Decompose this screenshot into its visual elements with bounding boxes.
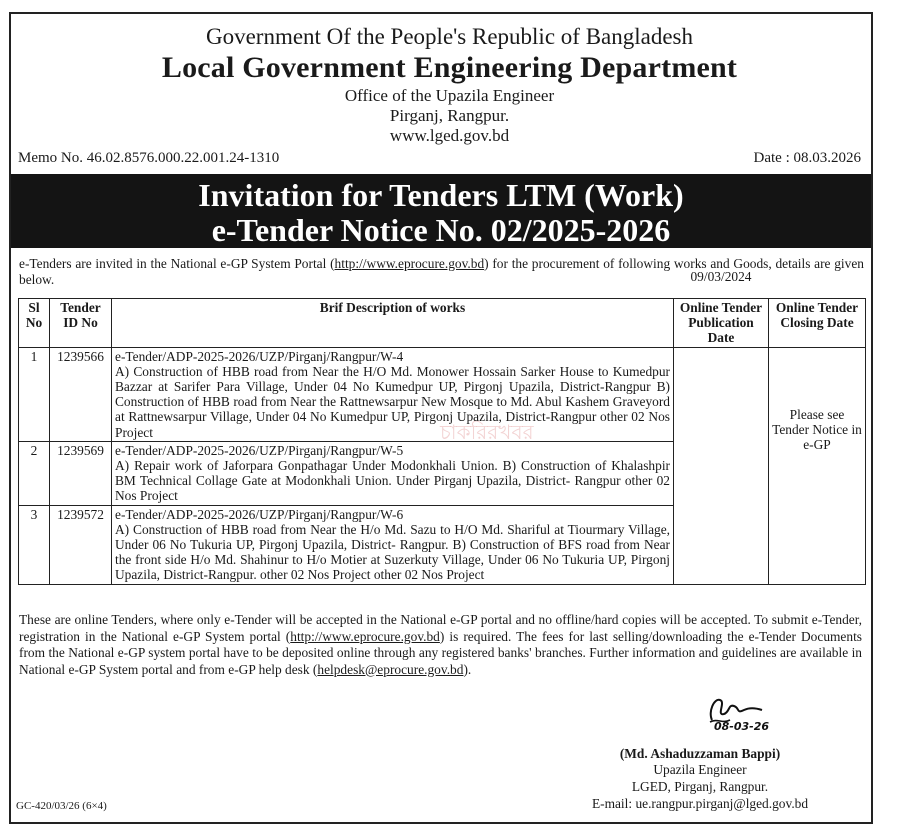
signer-designation: Upazila Engineer: [653, 762, 747, 777]
eprocure-link-2[interactable]: http://www.eprocure.gov.bd: [290, 628, 440, 644]
terms-text-3: ).: [463, 661, 472, 677]
row-tender-id: 1239572: [50, 505, 112, 584]
header-closing-date: Online Tender Closing Date: [769, 299, 866, 348]
gc-code: GC-420/03/26 (6×4): [16, 800, 107, 812]
row-sl: 3: [19, 505, 50, 584]
row-tender-id: 1239566: [50, 347, 112, 441]
closing-date-text: Please see Tender Notice in e-GP: [772, 406, 862, 453]
office-location: Pirganj, Rangpur.: [389, 106, 510, 125]
table-header-row: [19, 299, 866, 348]
row-detail: A) Construction of HBB road from Near the H/o Md. Sazu to H/O Md. Shariful at Tiourmary Village, Under 06 No Tukuria UP, Pirgonj Upazila, District- Rangpur. B) Construction of BFS road from Near the front side H/o Md. Shahinur to H/o Motier at Suzerkuty Village, Under 06 No Tukuria UP, Pirgonj Upazila, District-Rangpur. other 02 Nos Project other 02 Nos Project: [115, 521, 670, 583]
signer-name: (Md. Ashaduzzaman Bappi): [619, 746, 781, 761]
intro-text-pre: e-Tenders are invited in the National e-GP System Portal (: [19, 256, 335, 271]
header-description: Brif Description of works: [112, 299, 674, 348]
row-reference: e-Tender/ADP-2025-2026/UZP/Pirganj/Rangpur/W-4: [115, 348, 404, 364]
row-description: [112, 505, 674, 584]
office-name: Office of the Upazila Engineer: [344, 86, 555, 105]
banner-notice-number: e-Tender Notice No. 02/2025-2026: [211, 212, 671, 248]
row-description: [112, 347, 674, 441]
row-description: [112, 441, 674, 505]
row-tender-id: 1239569: [50, 441, 112, 505]
row-reference: e-Tender/ADP-2025-2026/UZP/Pirganj/Rangpur/W-6: [115, 506, 404, 522]
header-tender-id: Tender ID No: [50, 299, 112, 348]
closing-date-cell: [769, 347, 866, 584]
row-detail: A) Repair work of Jaforpara Gonpathagar Under Modonkhali Union. B) Construction of Khalashpir BM Technical Collage Gate at Modonkhali Union. Under Pirganj Upazila, District- Rangpur other 02 Nos Project: [115, 458, 670, 504]
terms-text-2: ) is required. The fees for last selling/downloading the e-Tender Documents from the National e-GP system portal have to be deposited online through any registered banks' branches. Further information and guidelines are available in National e-GP System portal and from e-GP help desk (: [19, 628, 863, 677]
watermark: চাকরিরখবর: [440, 420, 534, 444]
notice-banner: [11, 174, 871, 248]
website: www.lged.gov.bd: [389, 126, 510, 145]
memo-number: Memo No. 46.02.8576.000.22.001.24-1310: [18, 150, 280, 166]
department-title: Local Government Engineering Department: [161, 51, 738, 84]
row-sl: 1: [19, 347, 50, 441]
government-title: Government Of the People's Republic of Bangladesh: [205, 24, 694, 49]
signer-organization: LGED, Pirganj, Rangpur.: [631, 779, 769, 794]
publication-date: 09/03/2024: [690, 268, 752, 284]
signature-date: 08-03-26: [714, 720, 770, 732]
banner-title: Invitation for Tenders LTM (Work): [198, 177, 684, 213]
header-sl: Sl No: [19, 299, 50, 348]
terms-text-1: These are online Tenders, where only e-Tender will be accepted in the National e-GP portal and no offline/hard copies will be accepted. To submit e-Tender, registration in the National e-GP System portal (: [19, 612, 862, 644]
eprocure-link[interactable]: http://www.eprocure.gov.bd: [334, 256, 485, 271]
terms-paragraph: [19, 612, 862, 678]
intro-text-post: ) for the procurement of following works and Goods, details are given below.: [19, 256, 864, 287]
signer-email: E-mail: ue.rangpur.pirganj@lged.gov.bd: [591, 796, 809, 811]
row-detail: A) Construction of HBB road from Near the H/O Md. Monower Hossain Sarker House to Kumedpur Bazzar at Sarifer Para Village, Under 04 No Kumedpur UP, Pirgonj Upazila, District-Rangpur B) Construction of HBB road from Near the Rattnewsarpur New Mosque to Md. Abul Kashem Graveyord at Rattnewsarpur Village, Under 04 No Kumedpur UP, Pirgonj Upazila, District-Rangpur other 02 Nos Project: [115, 363, 670, 440]
signature-image: [700, 692, 790, 732]
row-reference: e-Tender/ADP-2025-2026/UZP/Pirganj/Rangpur/W-5: [115, 442, 404, 458]
table-row: [19, 347, 866, 441]
row-sl: 2: [19, 441, 50, 505]
helpdesk-email-link[interactable]: helpdesk@eprocure.gov.bd: [317, 661, 464, 677]
header-publication-date: Online Tender Publication Date: [674, 299, 769, 348]
notice-date: Date : 08.03.2026: [753, 150, 861, 166]
